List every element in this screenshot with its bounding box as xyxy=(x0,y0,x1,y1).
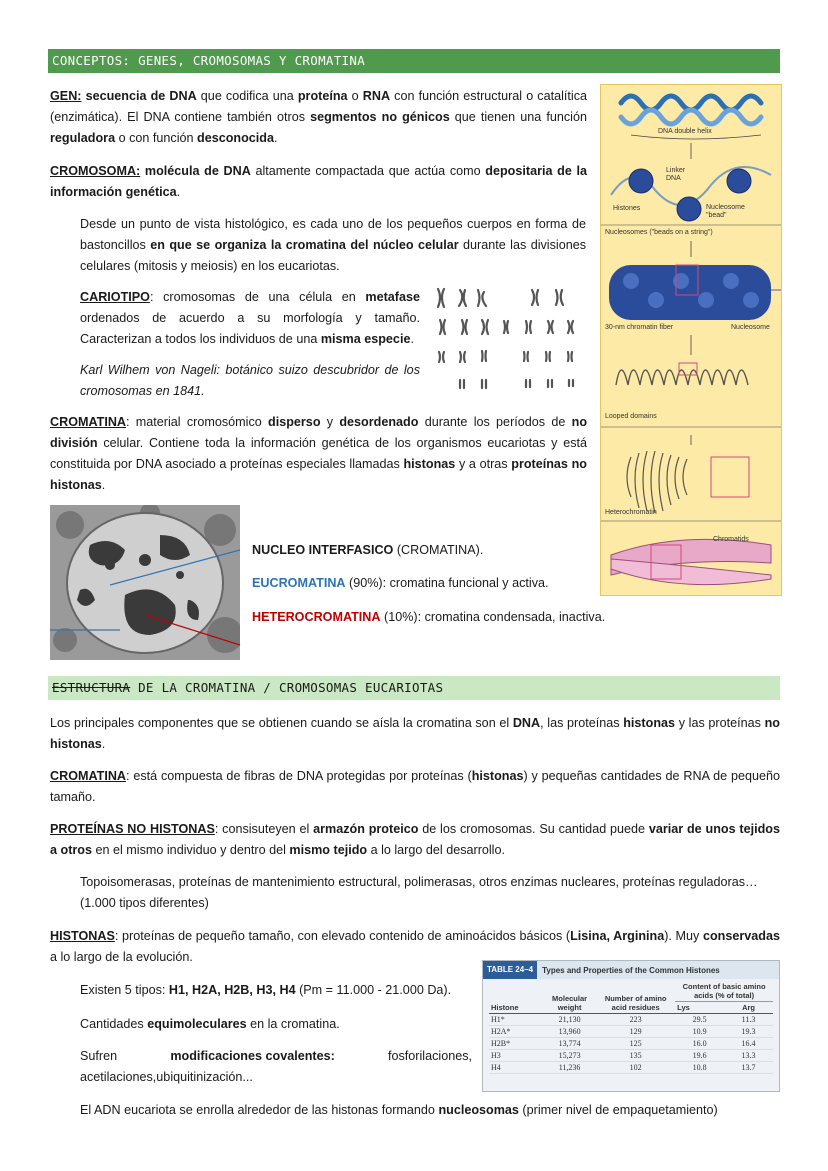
table-row: H2A* 13,960 129 10.9 19.3 xyxy=(489,1026,773,1038)
paragraph-no-histonas: PROTEÍNAS NO HISTONAS: consisuteyen el armazón proteico de los cromosomas. Su cantidad puede variar de unos tejidos a otros en el mismo individuo y dentro del mismo tejido a lo largo del desarrollo. xyxy=(50,822,780,857)
paragraph-gen: GEN: secuencia de DNA que codifica una proteína o RNA con función estructural o catalítica (enzimática). El DNA contiene también otros segmentos no génicos que tienen una función reguladora o con función desconocida. xyxy=(50,89,587,145)
table-row: H2B* 13,774 125 16.0 16.4 xyxy=(489,1038,773,1050)
chromatin-diagram-graphic xyxy=(601,85,782,596)
paragraph-nucleosomas: El ADN eucariota se enrolla alrededor de las histonas formando nucleosomas (primer nivel de empaquetamiento) xyxy=(80,1103,718,1117)
term-gen: GEN: xyxy=(50,89,82,103)
label-beads-on-string: Nucleosomes ("beads on a string") xyxy=(605,229,713,236)
heterocromatina-line: HETEROCROMATINA (10%): cromatina condensada, inactiva. xyxy=(252,610,606,624)
paragraph-histonas: HISTONAS: proteínas de pequeño tamaño, con elevado contenido de aminoácidos básicos (Lisina, Arginina). Muy conservadas a lo largo de la evolución. xyxy=(50,929,780,964)
histone-data-table xyxy=(489,981,773,1074)
paragraph-principales: Los principales componentes que se obtienen cuando se aísla la cromatina son el DNA, las proteínas histonas y las proteínas no histonas. xyxy=(50,716,780,751)
label-30nm-fiber: 30-nm chromatin fiber xyxy=(605,324,674,331)
table-title: Types and Properties of the Common Histones xyxy=(542,965,720,975)
nageli-note: Karl Wilhem von Nageli: botánico suizo descubridor de los cromosomas en 1841. xyxy=(80,363,420,398)
nucleus-micrograph xyxy=(50,505,240,660)
table-tag: TABLE 24–4 xyxy=(483,961,537,979)
paragraph-cromatina-composicion: CROMATINA: está compuesta de fibras de DNA protegidas por proteínas (histonas) y pequeñas cantidades de RNA de pequeño tamaño. xyxy=(50,769,780,804)
col-histone: Histone xyxy=(489,981,543,1014)
col-arg: Arg xyxy=(724,1002,773,1014)
paragraph-tipos: Existen 5 tipos: H1, H2A, H2B, H3, H4 (Pm = 11.000 - 21.000 Da). xyxy=(80,983,452,997)
label-looped-domains: Looped domains xyxy=(605,413,657,420)
table-row: H1* 21,130 223 29.5 11.3 xyxy=(489,1014,773,1026)
label-histones: Histones xyxy=(613,205,641,212)
term-cromosoma: CROMOSOMA: xyxy=(50,164,141,178)
col-group-basic: Content of basic amino acids (% of total) xyxy=(675,981,773,1002)
col-molecular-weight: Molecular weight xyxy=(543,981,596,1014)
paragraph-cromatina: CROMATINA: material cromosómico disperso y desordenado durante los períodos de no división celular. Contiene toda la información genética de los organismos eucariotas y está constituida por DNA asociado a proteínas especiales llamadas histonas y a otras proteínas no histonas. xyxy=(50,415,588,492)
label-chromatids: Chromatids xyxy=(713,536,749,543)
label-dna-double-helix: DNA double helix xyxy=(658,128,712,135)
section-header-estructura: ESTRUCTURA DE LA CROMATINA / CROMOSOMAS EUCARIOTAS xyxy=(48,676,780,700)
table-row: H3 15,273 135 19.6 13.3 xyxy=(489,1050,773,1062)
nucleo-interfasico: NUCLEO INTERFASICO (CROMATINA). xyxy=(252,543,484,557)
table-row: H4 11,236 102 10.8 13.7 xyxy=(489,1062,773,1074)
label-linker-dna: Linker DNA xyxy=(666,167,686,182)
col-lys: Lys xyxy=(675,1002,724,1014)
histone-table xyxy=(482,960,780,1092)
paragraph-cromosoma: CROMOSOMA: molécula de DNA altamente compactada que actúa como depositaria de la información genética. xyxy=(50,164,587,199)
term-cariotipo: CARIOTIPO xyxy=(80,290,150,304)
term-cromatina: CROMATINA xyxy=(50,415,127,429)
chromatin-diagram xyxy=(600,84,782,596)
section-header-conceptos: CONCEPTOS: GENES, CROMOSOMAS Y CROMATINA xyxy=(48,49,780,73)
label-heterochromatin: Heterochromatin xyxy=(605,509,657,516)
eucromatina-line: EUCROMATINA (90%): cromatina funcional y activa. xyxy=(252,576,549,590)
label-nucleosome: Nucleosome xyxy=(731,324,770,331)
label-nucleosome-bead: Nucleosome "bead" xyxy=(706,204,745,219)
term-no-histonas: PROTEÍNAS NO HISTONAS xyxy=(50,822,215,836)
karyotype-image xyxy=(428,284,588,402)
paragraph-histologia: Desde un punto de vista histológico, es cada uno de los pequeños cuerpos en forma de bastoncillos en que se organiza la cromatina del núcleo celular durante las divisiones celulares (mitosis y meiosis) en los eucariotas. xyxy=(80,217,586,273)
col-residues: Number of amino acid residues xyxy=(596,981,675,1014)
paragraph-cariotipo: CARIOTIPO: cromosomas de una célula en metafase ordenados de acuerdo a su morfología y tamaño. Caracterizan a todos los individuos de una misma especie. xyxy=(80,290,420,346)
paragraph-sufren: Sufren modificaciones covalentes: fosforilaciones, acetilaciones,ubiquitinización... xyxy=(80,1049,472,1084)
term-histonas: HISTONAS xyxy=(50,929,115,943)
term-cromatina-2: CROMATINA xyxy=(50,769,127,783)
paragraph-cantidades: Cantidades equimoleculares en la cromatina. xyxy=(80,1017,340,1031)
paragraph-topoisomerasas: Topoisomerasas, proteínas de mantenimiento estructural, polimerasas, otros enzimas nucleares, proteínas reguladoras… (1.000 tipos diferentes) xyxy=(80,875,758,910)
